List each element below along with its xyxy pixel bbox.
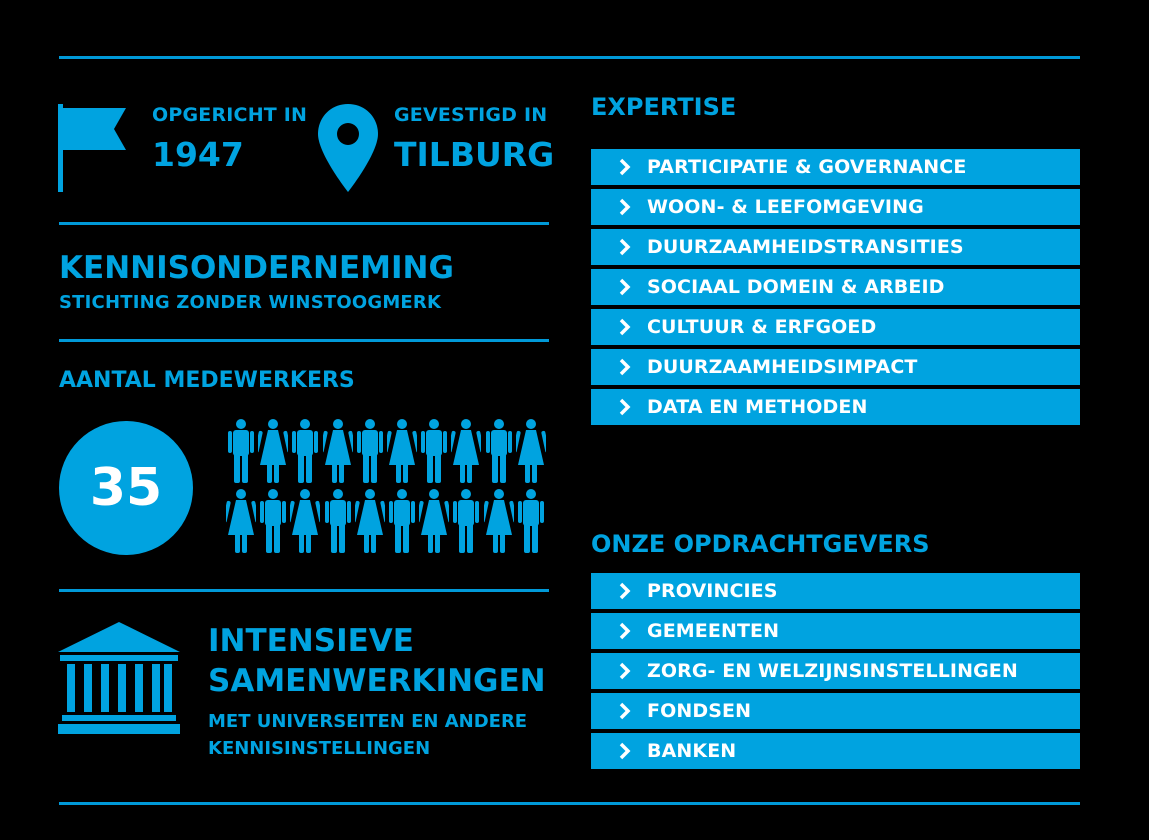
chevron-right-icon [615,581,635,601]
client-item[interactable] [591,653,1080,689]
woman-icon [387,419,417,485]
expertise-item-label: SOCIAAL DOMEIN & ARBEID [647,276,945,298]
client-item[interactable] [591,613,1080,649]
employees-label: AANTAL MEDEWERKERS [59,368,355,393]
collaboration-title-line1: INTENSIEVE [208,623,414,659]
chevron-right-icon [615,237,635,257]
man-icon [226,419,256,485]
clients-title: ONZE OPDRACHTGEVERS [591,530,930,558]
chevron-right-icon [615,277,635,297]
expertise-item[interactable] [591,389,1080,425]
client-item[interactable] [591,733,1080,769]
expertise-item-label: DATA EN METHODEN [647,396,868,418]
founded-label: OPGERICHT IN [152,104,308,126]
expertise-item[interactable] [591,189,1080,225]
client-item-label: FONDSEN [647,700,752,722]
collaboration-subtitle-line1: MET UNIVERSEITEN EN ANDERE [208,711,528,732]
organization-subtitle: STICHTING ZONDER WINSTOOGMERK [59,292,442,313]
woman-icon [355,489,385,555]
client-item[interactable] [591,573,1080,609]
location-city: TILBURG [394,135,555,174]
expertise-list [591,149,1080,429]
woman-icon [484,489,514,555]
expertise-item-label: WOON- & LEEFOMGEVING [647,196,924,218]
woman-icon [323,419,353,485]
expertise-title: EXPERTISE [591,93,737,121]
expertise-item-label: PARTICIPATIE & GOVERNANCE [647,156,967,178]
expertise-item-label: DUURZAAMHEIDSTRANSITIES [647,236,964,258]
chevron-right-icon [615,741,635,761]
expertise-item[interactable] [591,229,1080,265]
woman-icon [451,419,481,485]
employee-count-badge [59,421,193,555]
man-icon [355,419,385,485]
employee-count: 35 [89,458,163,518]
founded-year: 1947 [152,135,244,174]
expertise-item-label: DUURZAAMHEIDSIMPACT [647,356,918,378]
expertise-item-label: CULTUUR & ERFGOED [647,316,877,338]
divider-3 [59,589,549,592]
building-columns-icon [58,622,180,734]
collaboration-subtitle-line2: KENNISINSTELLINGEN [208,738,431,759]
chevron-right-icon [615,621,635,641]
chevron-right-icon [615,701,635,721]
flag-icon [58,104,128,192]
people-row-2 [226,489,546,555]
chevron-right-icon [615,357,635,377]
expertise-item[interactable] [591,269,1080,305]
man-icon [387,489,417,555]
man-icon [323,489,353,555]
man-icon [419,419,449,485]
chevron-right-icon [615,157,635,177]
man-icon [484,419,514,485]
clients-list [591,573,1080,773]
man-icon [451,489,481,555]
woman-icon [290,489,320,555]
client-item-label: ZORG- EN WELZIJNSINSTELLINGEN [647,660,1018,682]
woman-icon [516,419,546,485]
map-pin-icon [318,104,378,194]
organization-title: KENNISONDERNEMING [59,250,454,286]
collaboration-title-line2: SAMENWERKINGEN [208,663,546,699]
woman-icon [419,489,449,555]
man-icon [516,489,546,555]
chevron-right-icon [615,397,635,417]
expertise-item[interactable] [591,149,1080,185]
expertise-item[interactable] [591,309,1080,345]
chevron-right-icon [615,317,635,337]
client-item-label: PROVINCIES [647,580,778,602]
man-icon [258,489,288,555]
divider-bottom [59,802,1080,805]
client-item[interactable] [591,693,1080,729]
woman-icon [226,489,256,555]
location-label: GEVESTIGD IN [394,104,548,126]
chevron-right-icon [615,197,635,217]
expertise-item[interactable] [591,349,1080,385]
woman-icon [258,419,288,485]
man-icon [290,419,320,485]
chevron-right-icon [615,661,635,681]
client-item-label: BANKEN [647,740,737,762]
divider-1 [59,222,549,225]
divider-2 [59,339,549,342]
people-row-1 [226,419,546,485]
divider-top [59,56,1080,59]
client-item-label: GEMEENTEN [647,620,780,642]
